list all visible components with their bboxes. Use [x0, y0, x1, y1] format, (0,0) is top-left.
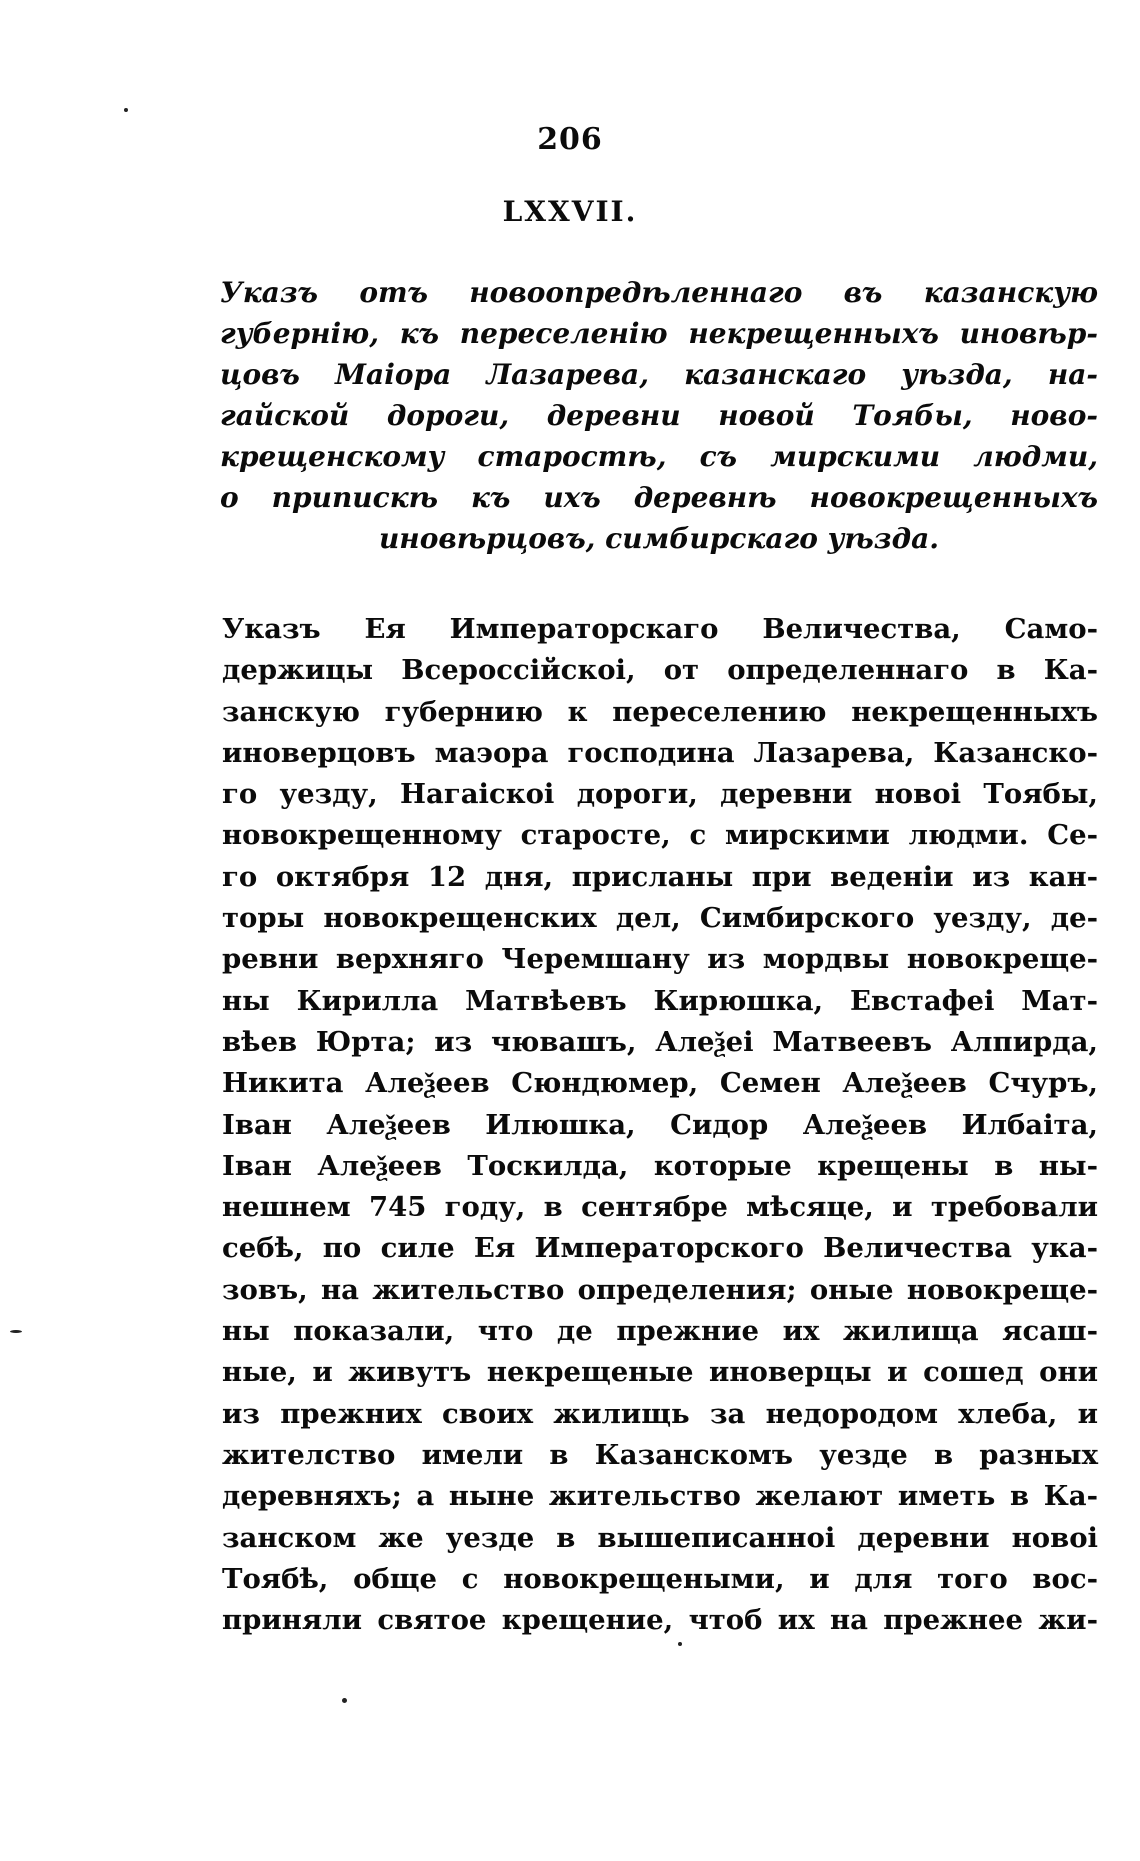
- body-line: приняли святое крещение, чтоб их на прежнее жи-: [222, 1604, 1098, 1637]
- scan-speck: [678, 1642, 682, 1646]
- heading-line: крещенскому старостѣ, съ мирскими людми,: [220, 440, 1098, 473]
- body-line: занском же уезде в вышеписанноі деревни новоі: [222, 1521, 1098, 1554]
- body-line: нешнем 745 году, в сентябре мѣсяце, и требовали: [222, 1191, 1098, 1224]
- heading-line: гайской дороги, деревни новой Тоябы, ново-: [220, 399, 1098, 432]
- body-line: го октября 12 дня, присланы при веденіи из кан-: [222, 860, 1098, 893]
- body-line: вѣев Юрта; из чювашъ, Алеѯеі Матвеевъ Алпирда,: [222, 1025, 1098, 1058]
- body-line: деревняхъ; а ныне жительство желают иметь в Ка-: [222, 1480, 1098, 1513]
- scan-speck: [10, 1330, 22, 1333]
- scan-speck: [124, 108, 128, 112]
- heading-line: о припискѣ къ ихъ деревнѣ новокрещенныхъ: [220, 481, 1098, 514]
- body-text: [222, 609, 1098, 1641]
- body-line: себѣ, по силе Ея Императорского Величества ука-: [222, 1232, 1098, 1265]
- body-line: Іван Алеѯеев Тоскилда, которые крещены в ны-: [222, 1149, 1098, 1182]
- document-number: LXXVII.: [502, 195, 638, 228]
- body-line: жителство имели в Казанскомъ уезде в разных: [222, 1438, 1098, 1471]
- heading-line: губернію, къ переселенію некрещенныхъ иновѣр-: [220, 317, 1098, 350]
- body-line: Іван Алеѯеев Илюшка, Сидор Алеѯеев Илбаіта,: [222, 1108, 1098, 1141]
- body-line: Указъ Ея Императорскаго Величества, Само-: [222, 613, 1098, 645]
- body-line: Тоябѣ, обще с новокрещеными, и для того вос-: [222, 1562, 1098, 1595]
- document-heading: [220, 272, 1098, 559]
- body-line: го уезду, Нагаіскоі дороги, деревни новоі Тоябы,: [222, 778, 1098, 811]
- page-number: 206: [537, 122, 603, 157]
- body-line: держицы Всероссійскоі, от определеннаго в Ка-: [222, 654, 1098, 687]
- body-line: зовъ, на жительство определения; оные новокреще-: [222, 1273, 1098, 1306]
- body-line: иноверцовъ маэора господина Лазарева, Казанско-: [222, 736, 1098, 769]
- body-line: ны показали, что де прежние их жилища ясаш-: [222, 1315, 1098, 1348]
- body-line: новокрещенному старосте, с мирскими людми. Се-: [222, 819, 1098, 852]
- body-line: занскую губернию к переселению некрещенныхъ: [222, 695, 1098, 728]
- body-line: из прежних своих жилищь за недородом хлеба, и: [222, 1397, 1098, 1430]
- body-line: ны Кирилла Матвѣевъ Кирюшка, Евстафеі Мат-: [222, 984, 1098, 1017]
- body-line: ревни верхняго Черемшану из мордвы новокреще-: [222, 943, 1098, 976]
- scan-speck: [342, 1698, 347, 1703]
- heading-line: иновѣрцовъ, симбирскаго уѣзда.: [378, 522, 940, 555]
- body-line: торы новокрещенских дел, Симбирского уезду, де-: [222, 902, 1098, 935]
- body-line: Никита Алеѯеев Сюндюмер, Семен Алеѯеев Счуръ,: [222, 1067, 1098, 1100]
- body-line: ные, и живутъ некрещеные иноверцы и сошед они: [222, 1356, 1098, 1389]
- heading-line: цовъ Маіора Лазарева, казанскаго уѣзда, на-: [220, 358, 1098, 391]
- heading-line: Указъ отъ новоопредѣленнаго въ казанскую: [220, 276, 1098, 309]
